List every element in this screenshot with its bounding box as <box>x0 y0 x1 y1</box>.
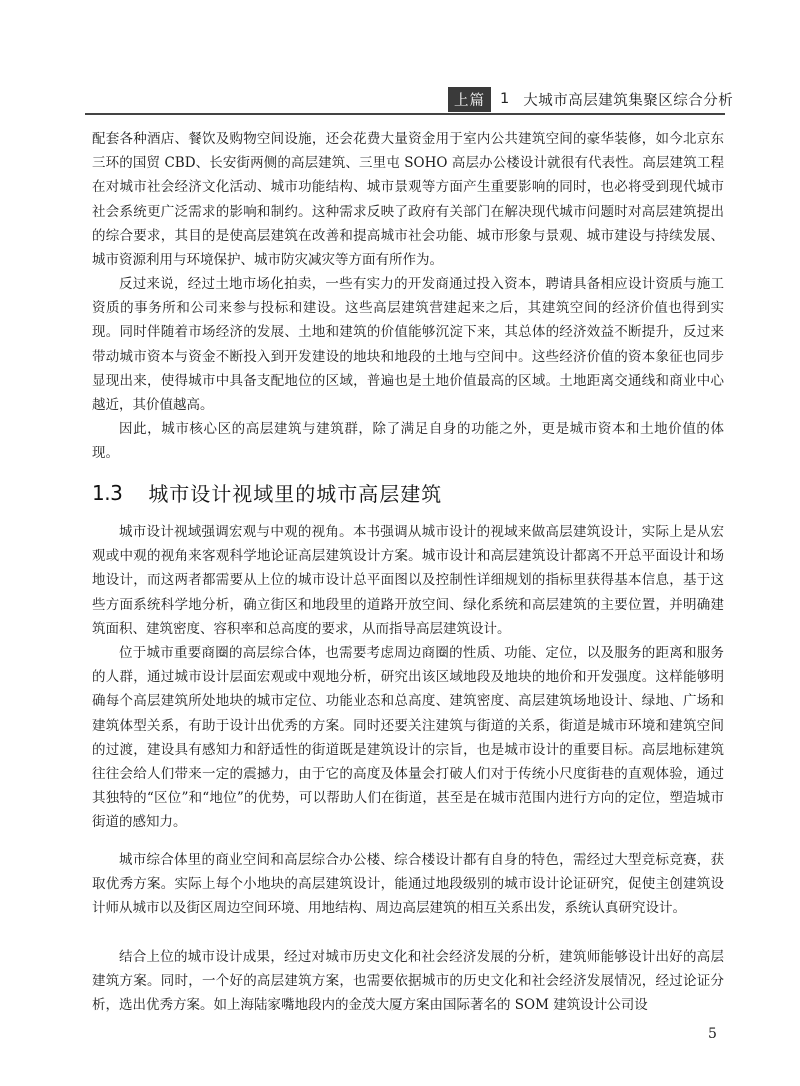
chapter-number: 1 <box>500 91 510 107</box>
section-heading <box>92 478 442 507</box>
paragraph: 城市设计视域强调宏观与中观的视角。本书强调从城市设计的视域来做高层建筑设计，实际上是从宏观或中观的视角来客观科学地论证高层建筑设计方案。城市设计和高层建筑设计都离不开总平面设计和场地设计，而这两者都需要从上位的城市设计总平面图以及控制性详细规划的指标里获得基本信息，基于这些方面系统科学地分析，确立街区和地段里的道路开放空间、绿化系统和高层建筑的主要位置，并明确建筑面积、建筑密度、容积率和总高度的要求，从而指导高层建筑设计。 <box>92 524 724 637</box>
running-header <box>448 88 733 110</box>
chapter-title: 大城市高层建筑集聚区综合分析 <box>523 92 734 109</box>
paragraph: 配套各种酒店、餐饮及购物空间设施，还会花费大量资金用于室内公共建筑空间的豪华装修，如今北京东三环的国贸 CBD、长安街两侧的高层建筑、三里屯 SOHO 高层办公楼设计就很有代表性。高层建筑工程在对城市社会经济文化活动、城市功能结构、城市景观等方面产生重要影响的同时，也必将受到现代城市社会系统更广泛需求的影响和制约。这种需求反映了政府有关部门在解决现代城市问题时对高层建筑提出的综合要求，其目的是使高层建筑在改善和提高城市社会功能、城市形象与景观、城市建设与持续发展、城市资源利用与环境保护、城市防灾减灾等方面有所作为。 <box>92 131 724 269</box>
header-rule <box>85 113 725 115</box>
paragraph: 结合上位的城市设计成果，经过对城市历史文化和社会经济发展的分析，建筑师能够设计出好的高层建筑方案。同时，一个好的高层建筑方案，也需要依据城市的历史文化和社会经济发展情况，经过论证分析，选出优秀方案。如上海陆家嘴地段内的金茂大厦方案由国际著名的 SOM 建筑设计公司设 <box>92 949 724 1014</box>
part-label: 上篇 <box>448 87 491 112</box>
paragraph: 位于城市重要商圈的高层综合体，也需要考虑周边商圈的性质、功能、定位，以及服务的距离和服务的人群，通过城市设计层面宏观或中观地分析，研究出该区域地段及地块的地价和开发强度。这样能够明确每个高层建筑所处地块的城市定位、功能业态和总高度、建筑密度、高层建筑场地设计、绿地、广场和建筑体型关系，有助于设计出优秀的方案。同时还要关注建筑与街道的关系，街道是城市环境和建筑空间的过渡，建设具有感知力和舒适性的街道既是建筑设计的宗旨，也是城市设计的重要目标。高层地标建筑往往会给人们带来一定的震撼力，由于它的高度及体量会打破人们对于传统小尺度街巷的直观体验，通过其独特的“区位”和“地位”的优势，可以帮助人们在街道，甚至是在城市范围内进行方向的定位，塑造城市街道的感知力。 <box>92 645 724 831</box>
section-title: 城市设计视域里的城市高层建筑 <box>148 482 443 506</box>
paragraph: 城市综合体里的商业空间和高层综合办公楼、综合楼设计都有自身的特色，需经过大型竞标竞赛，获取优秀方案。实际上每个小地块的高层建筑设计，能通过地段级别的城市设计论证研究，促使主创建筑设计师从城市以及街区周边空间环境、用地结构、周边高层建筑的相互关系出发，系统认真研究设计。 <box>92 852 724 917</box>
paragraph: 因此，城市核心区的高层建筑与建筑群，除了满足自身的功能之外，更是城市资本和土地价值的体现。 <box>92 421 724 462</box>
section-number: 1.3 <box>92 480 123 505</box>
page-number: 5 <box>708 1026 717 1042</box>
paragraph: 反过来说，经过土地市场化拍卖，一些有实力的开发商通过投入资本，聘请具备相应设计资质与施工资质的事务所和公司来参与投标和建设。这些高层建筑营建起来之后，其建筑空间的经济价值也得到实现。同时伴随着市场经济的发展、土地和建筑的价值能够沉淀下来，其总体的经济效益不断提升，反过来带动城市资本与资金不断投入到开发建设的地块和地段的土地与空间中。这些经济价值的资本象征也同步显现出来，使得城市中具备支配地位的区域，普遍也是土地价值最高的区域。土地距离交通线和商业中心越近，其价值越高。 <box>92 276 724 414</box>
